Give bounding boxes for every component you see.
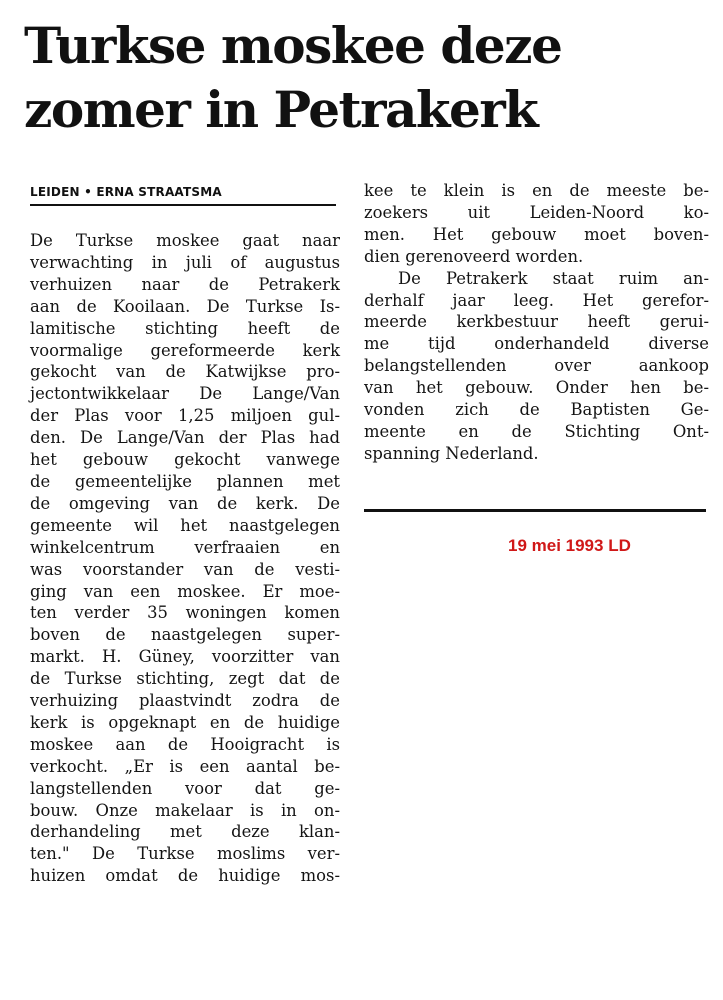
text-line: gemeente wil het naastgelegen — [30, 515, 340, 535]
text-line: verhuizen naar de Petrakerk — [30, 274, 340, 294]
text-line: dien gerenoveerd worden. — [364, 246, 584, 266]
text-line: aan de Kooilaan. De Turkse Is- — [30, 296, 340, 316]
text-line: derhandeling met deze klan- — [30, 822, 340, 842]
text-line: verkocht. „Er is een aantal be- — [30, 756, 340, 776]
text-line: lamitische stichting heeft de — [30, 318, 340, 338]
text-line: De Turkse moskee gaat naar — [30, 231, 340, 250]
text-line: de Turkse stichting, zegt dat de — [30, 669, 340, 689]
end-of-article-rule — [364, 509, 706, 512]
text-line: me tijd onderhandeld diverse — [364, 334, 709, 354]
text-line: gekocht van de Katwijkse pro- — [30, 362, 340, 382]
text-line: kee te klein is en de meeste be- — [364, 181, 709, 200]
byline: LEIDEN • ERNA STRAATSMA — [30, 184, 336, 206]
text-line: verwachting in juli of augustus — [30, 252, 340, 272]
text-line: der Plas voor 1,25 miljoen gul- — [30, 406, 340, 426]
text-line: moskee aan de Hooigracht is — [30, 734, 340, 754]
text-line: het gebouw gekocht vanwege — [30, 450, 340, 470]
date-stamp: 19 mei 1993 LD — [508, 536, 631, 555]
text-line: de omgeving van de kerk. De — [30, 493, 340, 513]
text-line: belangstellenden over aankoop — [364, 356, 709, 376]
text-line: markt. H. Güney, voorzitter van — [30, 647, 340, 667]
text-line: verhuizing plaastvindt zodra de — [30, 691, 340, 711]
headline-line-2: zomer in Petrakerk — [24, 80, 538, 139]
text-line: ten." De Turkse moslims ver- — [30, 844, 340, 864]
text-line: vonden zich de Baptisten Ge- — [364, 400, 709, 420]
text-line: van het gebouw. Onder hen be- — [364, 378, 709, 398]
text-line: langstellenden voor dat ge- — [30, 778, 340, 798]
article-column-2 — [364, 180, 709, 465]
text-line: meente en de Stichting Ont- — [364, 421, 709, 441]
headline — [24, 14, 704, 142]
text-line: was voorstander van de vesti- — [30, 559, 340, 579]
text-line: kerk is opgeknapt en de huidige — [30, 712, 340, 732]
text-line: jectontwikkelaar De Lange/Van — [30, 384, 340, 404]
text-line: men. Het gebouw moet boven- — [364, 224, 709, 244]
text-line: de gemeentelijke plannen met — [30, 471, 340, 491]
text-line: den. De Lange/Van der Plas had — [30, 428, 340, 448]
text-line: bouw. Onze makelaar is in on- — [30, 800, 340, 820]
text-line: ten verder 35 woningen komen — [30, 603, 340, 623]
text-line: winkelcentrum verfraaien en — [30, 537, 340, 557]
text-line: spanning Nederland. — [364, 443, 539, 463]
article-column-1 — [30, 230, 340, 887]
text-line: ging van een moskee. Er moe- — [30, 581, 340, 601]
text-line: meerde kerkbestuur heeft gerui- — [364, 312, 709, 332]
text-line: voormalige gereformeerde kerk — [30, 340, 340, 360]
text-line: zoekers uit Leiden-Noord ko- — [364, 202, 709, 222]
text-line: derhalf jaar leeg. Het gerefor- — [364, 290, 709, 310]
text-line: huizen omdat de huidige mos- — [30, 866, 340, 886]
text-line: boven de naastgelegen super- — [30, 625, 340, 645]
headline-line-1: Turkse moskee deze — [24, 16, 562, 75]
text-line: De Petrakerk staat ruim an- — [398, 268, 709, 288]
